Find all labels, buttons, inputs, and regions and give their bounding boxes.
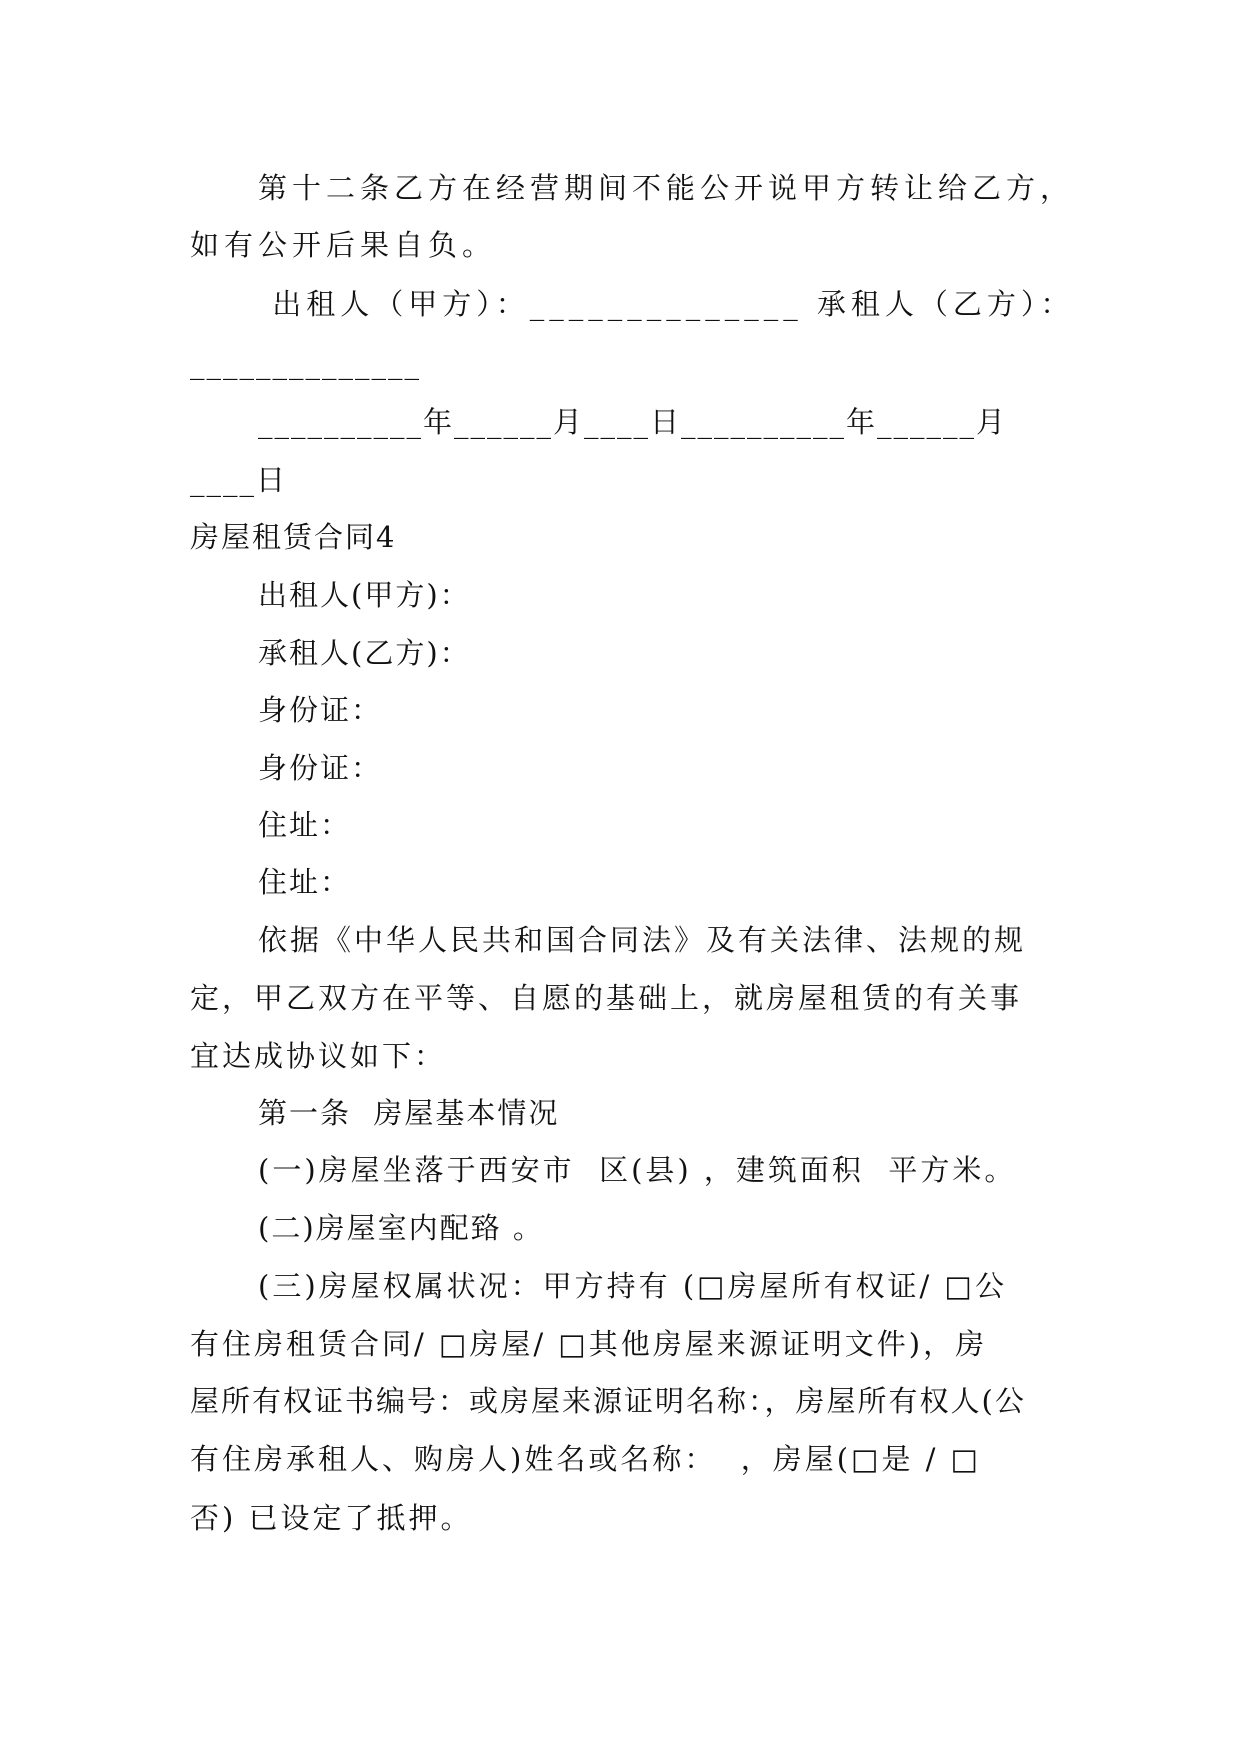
contract-heading: 房屋租赁合同4 <box>190 520 397 554</box>
clause-2-fixtures: (二)房屋室内配臵 。 <box>258 1211 544 1245</box>
clause-3-ownership-line-4: 有住房承租人、购房人)姓名或名称： ，房屋(□是 / □ <box>190 1442 982 1476</box>
preamble-line-1: 依据《中华人民共和国合同法》及有关法律、法规的规 <box>258 923 1027 957</box>
id-card-label-1: 身份证： <box>258 693 383 727</box>
signature-blank-line: ______________ <box>190 346 421 380</box>
address-label-1: 住址： <box>258 808 352 842</box>
clause-1-location: (一)房屋坐落于西安市 区(县) ，建筑面积 平方米。 <box>258 1153 1017 1187</box>
address-label-2: 住址： <box>258 865 352 899</box>
clause-3-ownership-line-3: 屋所有权证书编号：或房屋来源证明名称：，房屋所有权人(公 <box>190 1384 1026 1418</box>
preamble-line-3: 宜达成协议如下： <box>190 1039 447 1073</box>
signature-parties-line: 出租人（甲方）：______________ 承租人（乙方）： <box>258 287 1075 321</box>
clause-3-ownership-line-1: (三)房屋权属状况：甲方持有 (□房屋所有权证/ □公 <box>258 1269 1007 1303</box>
preamble-line-2: 定，甲乙双方在平等、自愿的基础上，就房屋租赁的有关事 <box>190 981 1023 1015</box>
article-1-heading: 第一条 房屋基本情况 <box>258 1096 560 1130</box>
lessor-label: 出租人(甲方)： <box>258 578 471 612</box>
article-12-line-2: 如有公开后果自负。 <box>190 228 497 262</box>
clause-3-ownership-line-2: 有住房租赁合同/ □房屋/ □其他房屋来源证明文件)，房 <box>190 1327 988 1361</box>
signature-date-day: ____日 <box>190 463 288 497</box>
signature-date-line: __________年______月____日__________年______月 <box>258 405 1008 439</box>
lessee-label: 承租人(乙方)： <box>258 636 471 670</box>
clause-3-ownership-line-5: 否) 已设定了抵押。 <box>190 1501 473 1535</box>
article-12-line-1: 第十二条乙方在经营期间不能公开说甲方转让给乙方， <box>258 171 1075 205</box>
id-card-label-2: 身份证： <box>258 751 383 785</box>
